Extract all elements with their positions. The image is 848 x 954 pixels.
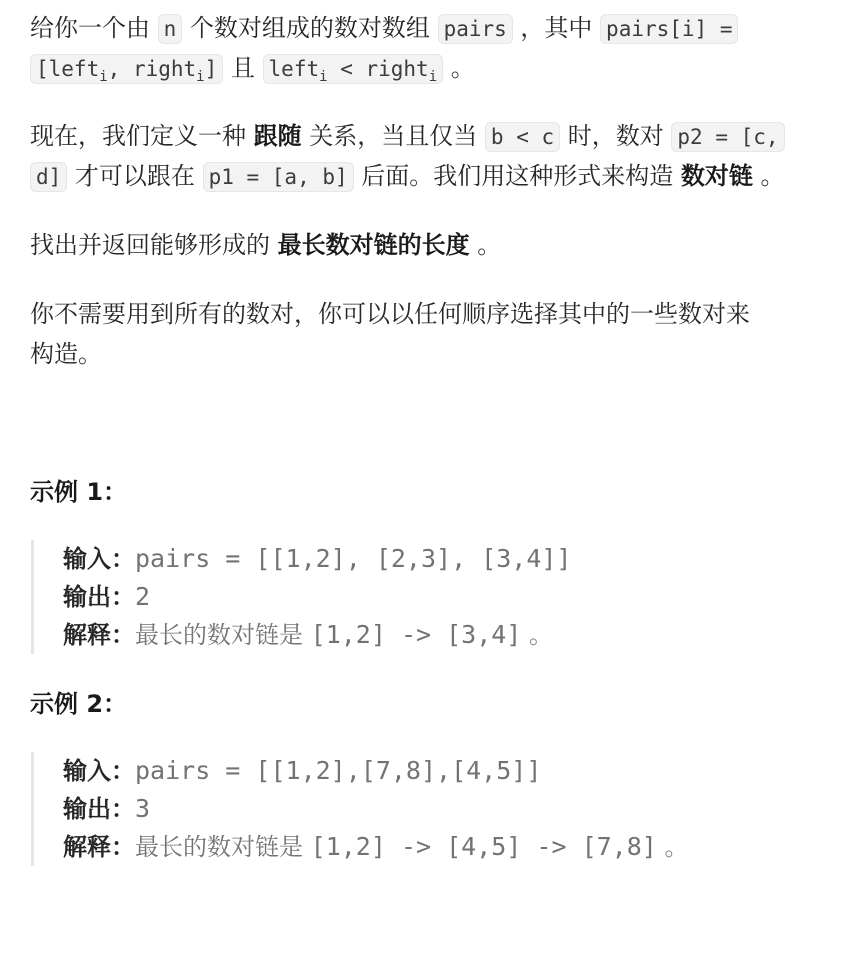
example-1-output <box>63 578 572 616</box>
input-label: 输入： <box>63 757 135 785</box>
inline-code-left-right <box>30 54 223 84</box>
input-value: pairs = [[1,2],[7,8],[4,5]] <box>135 756 542 785</box>
explanation-label: 解释： <box>63 833 135 861</box>
output-value: 2 <box>135 582 151 611</box>
example-1-block <box>31 540 572 654</box>
paragraph-4-line-2: 构造。 <box>30 340 102 368</box>
code-text: [left <box>36 57 100 81</box>
text: 关系，当且仅当 <box>301 122 485 150</box>
code-text: ] <box>204 57 218 81</box>
explanation-code: [1,2] -> [4,5] -> [7,8] <box>310 832 657 861</box>
inline-code-p1: p1 = [a, b] <box>203 162 354 192</box>
example-2-explanation <box>63 828 688 866</box>
explanation-end: 。 <box>656 833 689 861</box>
explanation-label: 解释： <box>63 621 135 649</box>
paragraph-1-line-1 <box>30 8 738 48</box>
text: ，其中 <box>512 14 601 42</box>
output-label: 输出： <box>63 795 135 823</box>
paragraph-2-line-1 <box>30 116 785 156</box>
example-1-explanation <box>63 616 572 654</box>
input-value: pairs = [[1,2], [2,3], [3,4]] <box>135 544 572 573</box>
paragraph-2-line-2 <box>30 156 785 196</box>
inline-code-left-lt-right <box>263 54 444 84</box>
explanation-text: 最长的数对链是 <box>135 621 311 649</box>
example-2-block <box>31 752 688 866</box>
code-text: < right <box>327 57 429 81</box>
inline-code-p2: p2 = [c, <box>671 122 784 152</box>
explanation-text: 最长的数对链是 <box>135 833 311 861</box>
input-label: 输入： <box>63 545 135 573</box>
text: 给你一个由 <box>30 14 158 42</box>
text: 。 <box>752 162 785 190</box>
text: 后面。我们用这种形式来构造 <box>353 162 681 190</box>
bold-longest-length: 最长数对链的长度 <box>277 231 470 259</box>
paragraph-1-line-2 <box>30 48 475 88</box>
example-2-output <box>63 790 688 828</box>
text: 。 <box>469 231 502 259</box>
text: 个数对组成的数对数组 <box>182 14 438 42</box>
subscript: i <box>428 69 438 85</box>
text: 现在，我们定义一种 <box>30 122 254 150</box>
explanation-code: [1,2] -> [3,4] <box>310 620 522 649</box>
subscript: i <box>99 69 108 85</box>
subscript: i <box>319 69 328 85</box>
code-text: , right <box>107 57 197 81</box>
text: 且 <box>223 54 263 82</box>
inline-code-d: d] <box>30 162 67 192</box>
example-1-title: 示例 1： <box>30 478 128 506</box>
bold-follow: 跟随 <box>253 122 302 150</box>
example-2-input <box>63 752 688 790</box>
output-label: 输出： <box>63 583 135 611</box>
text: 。 <box>443 54 475 82</box>
paragraph-4-line-1: 你不需要用到所有的数对，你可以以任何顺序选择其中的一些数对来 <box>30 300 750 328</box>
text: 时，数对 <box>560 122 672 150</box>
explanation-end: 。 <box>521 621 553 649</box>
example-2-title: 示例 2： <box>30 690 128 718</box>
text: 才可以跟在 <box>67 162 203 190</box>
inline-code-pairs-i: pairs[i] = <box>600 14 738 44</box>
inline-code-b-lt-c: b < c <box>485 122 560 152</box>
example-1-input <box>63 540 572 578</box>
bold-pair-chain: 数对链 <box>680 162 753 190</box>
inline-code-pairs: pairs <box>438 14 513 44</box>
text: 找出并返回能够形成的 <box>30 231 278 259</box>
output-value: 3 <box>135 794 151 823</box>
subscript: i <box>196 69 205 85</box>
inline-code-n: n <box>158 14 183 44</box>
paragraph-3 <box>30 225 501 265</box>
code-text: left <box>268 57 320 81</box>
